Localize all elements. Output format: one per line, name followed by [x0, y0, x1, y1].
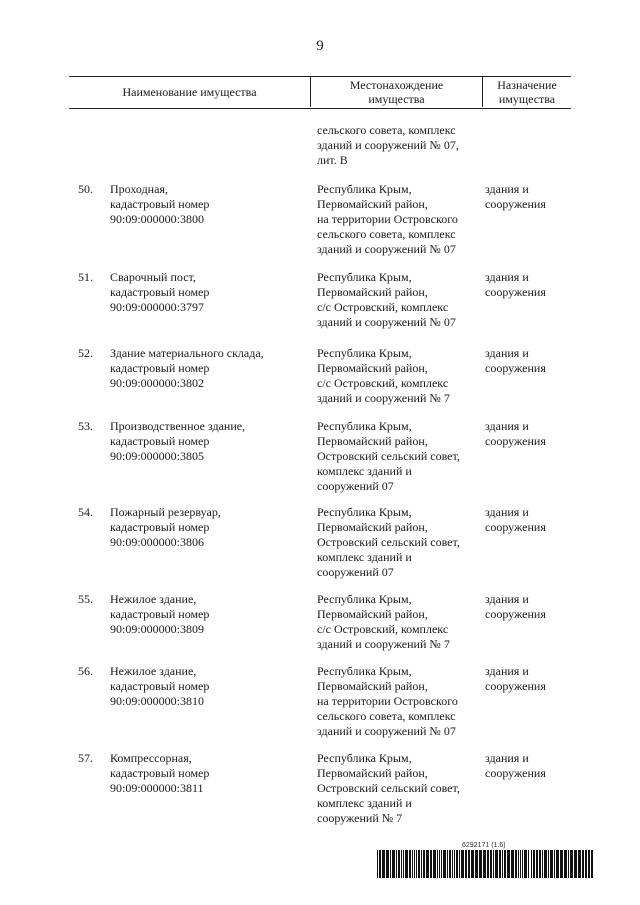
barcode-bar: [465, 850, 467, 878]
property-purpose-line: здания и: [485, 270, 529, 284]
row-number: 50.: [78, 182, 93, 196]
barcode-bar: [418, 850, 420, 878]
barcode-bar: [578, 850, 581, 878]
property-name-line: кадастровый номер: [110, 607, 210, 621]
property-name-line: кадастровый номер: [110, 197, 210, 211]
barcode-bar: [414, 850, 415, 878]
property-name-line: Сварочный пост,: [110, 270, 196, 284]
property-name-line: 90:09:000000:3805: [110, 449, 205, 463]
property-location-line: с/с Островский, комплекс: [317, 376, 449, 390]
property-location-line: сельского совета, комплекс: [317, 709, 456, 723]
row-number: 56.: [78, 664, 93, 678]
barcode-bar: [520, 850, 521, 878]
barcode-bar: [582, 850, 584, 878]
property-name-line: Нежилое здание,: [110, 592, 197, 606]
property-location-line: Островский сельский совет,: [317, 449, 460, 463]
barcode-bar: [433, 850, 436, 878]
property-location-line: зданий и сооружений № 07: [317, 315, 456, 329]
property-purpose: [485, 419, 575, 449]
barcode-bar: [416, 850, 417, 878]
property-purpose-line: сооружения: [485, 679, 546, 693]
barcode-bar: [483, 850, 486, 878]
row-number: 51.: [78, 270, 93, 284]
property-location: [317, 505, 487, 580]
barcode-bar: [392, 850, 395, 878]
barcode-bar: [568, 850, 569, 878]
barcode-bar: [454, 850, 455, 878]
property-location-line: Первомайский район,: [317, 285, 428, 299]
barcode-bar: [456, 850, 458, 878]
property-purpose: [485, 751, 575, 781]
barcode-bar: [437, 850, 438, 878]
barcode-bar: [515, 850, 517, 878]
barcode-bar: [430, 850, 432, 878]
property-location-line: Республика Крым,: [317, 182, 412, 196]
property-location-line: Республика Крым,: [317, 270, 412, 284]
barcode-bar: [405, 850, 408, 878]
property-location-line: сооружений 07: [317, 479, 394, 493]
property-location-line: Республика Крым,: [317, 592, 412, 606]
barcode-bar: [539, 850, 541, 878]
property-location-line: Первомайский район,: [317, 361, 428, 375]
property-name-line: кадастровый номер: [110, 679, 210, 693]
property-name-line: Здание материального склада,: [110, 346, 264, 360]
property-name-line: 90:09:000000:3800: [110, 212, 205, 226]
property-name: [110, 182, 310, 227]
property-location-line: Первомайский район,: [317, 197, 428, 211]
property-purpose: [485, 182, 575, 212]
property-location-line: Островский сельский совет,: [317, 781, 460, 795]
property-name-line: кадастровый номер: [110, 520, 210, 534]
property-name-line: Производственное здание,: [110, 419, 246, 433]
property-location: [317, 592, 487, 652]
barcode-bar: [574, 850, 577, 878]
barcode-bar: [479, 850, 482, 878]
barcode-bar: [502, 850, 503, 878]
property-name: [110, 419, 310, 464]
barcode-bar: [398, 850, 400, 878]
barcode-bar: [447, 850, 448, 878]
barcode-bar: [403, 850, 404, 878]
property-name-line: Пожарный резервуар,: [110, 505, 221, 519]
barcode-bar: [518, 850, 519, 878]
barcode-bar: [412, 850, 413, 878]
property-purpose-line: сооружения: [485, 766, 546, 780]
barcode-bar: [386, 850, 389, 878]
property-name-line: 90:09:000000:3811: [110, 781, 204, 795]
barcode-bar: [570, 850, 573, 878]
property-purpose: [485, 664, 575, 694]
barcode-bar: [452, 850, 453, 878]
continued-location-line: лит. В: [317, 153, 348, 167]
barcode-bar: [556, 850, 559, 878]
header-purpose: [482, 77, 571, 107]
property-purpose-line: здания и: [485, 664, 529, 678]
header-purpose-line: имущества: [498, 92, 556, 106]
property-location-line: Республика Крым,: [317, 751, 412, 765]
barcode-bar: [560, 850, 563, 878]
barcode-bar: [528, 850, 529, 878]
property-name-line: Компрессорная,: [110, 751, 192, 765]
barcode-bar: [493, 850, 494, 878]
property-name: [110, 270, 310, 315]
property-name-line: 90:09:000000:3810: [110, 694, 205, 708]
property-purpose: [485, 270, 575, 300]
barcode-bar: [379, 850, 381, 878]
header-location-line: имущества: [368, 92, 425, 106]
barcode-bar: [459, 850, 460, 878]
header-location: [310, 77, 482, 107]
property-name-line: 90:09:000000:3802: [110, 376, 205, 390]
barcode-bar: [588, 850, 590, 878]
page-number: 9: [316, 38, 324, 54]
barcode-text: 6292171 (1.6): [462, 842, 506, 849]
property-location-line: комплекс зданий и: [317, 796, 412, 810]
property-location-line: с/с Островский, комплекс: [317, 300, 449, 314]
property-location: [317, 664, 487, 739]
property-purpose-line: сооружения: [485, 520, 546, 534]
header-purpose-line: Назначение: [497, 78, 557, 92]
property-purpose-line: здания и: [485, 592, 529, 606]
property-location-line: Первомайский район,: [317, 434, 428, 448]
property-location-line: на территории Островского: [317, 694, 458, 708]
property-location-line: Республика Крым,: [317, 346, 412, 360]
barcode-bar: [544, 850, 547, 878]
property-name-line: Проходная,: [110, 182, 168, 196]
property-purpose-line: сооружения: [485, 285, 546, 299]
property-name-line: Нежилое здание,: [110, 664, 197, 678]
property-location-line: зданий и сооружений № 07: [317, 724, 456, 738]
barcode-bar: [550, 850, 553, 878]
property-location-line: с/с Островский, комплекс: [317, 622, 449, 636]
property-location: [317, 270, 487, 330]
property-name: [110, 505, 310, 550]
property-location: [317, 751, 487, 826]
row-number: 55.: [78, 592, 93, 606]
property-location-line: Первомайский район,: [317, 679, 428, 693]
property-location: [317, 419, 487, 494]
barcode-bar: [471, 850, 474, 878]
property-name-line: 90:09:000000:3809: [110, 622, 205, 636]
barcode-bar: [423, 850, 425, 878]
barcode-bar: [468, 850, 470, 878]
property-purpose-line: здания и: [485, 419, 529, 433]
barcode-bar: [548, 850, 549, 878]
continued-location: [317, 123, 487, 168]
property-location-line: комплекс зданий и: [317, 464, 412, 478]
property-name-line: кадастровый номер: [110, 434, 210, 448]
barcode-bar: [439, 850, 440, 878]
property-name: [110, 664, 310, 709]
barcode-bar: [449, 850, 451, 878]
barcode-bar: [390, 850, 391, 878]
barcode-bar: [542, 850, 543, 878]
barcode-bar: [499, 850, 501, 878]
property-location-line: зданий и сооружений № 07: [317, 242, 456, 256]
property-purpose-line: сооружения: [485, 197, 546, 211]
property-name-line: 90:09:000000:3797: [110, 300, 205, 314]
property-location: [317, 182, 487, 257]
property-location: [317, 346, 487, 406]
continued-location-line: зданий и сооружений № 07,: [317, 138, 459, 152]
barcode-bar: [507, 850, 510, 878]
continued-location-line: сельского совета, комплекс: [317, 123, 456, 137]
property-location-line: Республика Крым,: [317, 664, 412, 678]
table-header: [69, 76, 571, 109]
property-location-line: Первомайский район,: [317, 607, 428, 621]
barcode-bar: [511, 850, 514, 878]
property-purpose-line: здания и: [485, 182, 529, 196]
barcode-bar: [409, 850, 411, 878]
barcode-bar: [421, 850, 422, 878]
property-location-line: комплекс зданий и: [317, 550, 412, 564]
header-name: Наименование имущества: [122, 85, 257, 99]
barcode-bar: [585, 850, 587, 878]
barcode-bar: [495, 850, 498, 878]
row-number: 52.: [78, 346, 93, 360]
barcode-bar: [487, 850, 489, 878]
barcode-bar: [426, 850, 429, 878]
barcode-bar: [443, 850, 446, 878]
property-purpose-line: здания и: [485, 751, 529, 765]
barcode-bar: [591, 850, 593, 878]
row-number: 57.: [78, 751, 93, 765]
property-purpose: [485, 505, 575, 535]
barcode-bar: [382, 850, 385, 878]
barcode-bar: [461, 850, 464, 878]
barcode-bar: [531, 850, 532, 878]
property-name-line: кадастровый номер: [110, 285, 210, 299]
property-name: [110, 751, 310, 796]
barcode-bar: [522, 850, 523, 878]
property-location-line: сельского совета, комплекс: [317, 227, 456, 241]
barcode-bar: [524, 850, 527, 878]
property-purpose: [485, 592, 575, 622]
property-name-line: 90:09:000000:3806: [110, 535, 205, 549]
property-location-line: Первомайский район,: [317, 520, 428, 534]
barcode-bar: [377, 850, 378, 878]
property-name: [110, 346, 310, 391]
barcode-bar: [533, 850, 535, 878]
property-location-line: Республика Крым,: [317, 419, 412, 433]
barcode-bar: [441, 850, 442, 878]
property-location-line: Первомайский район,: [317, 766, 428, 780]
property-location-line: зданий и сооружений № 7: [317, 391, 450, 405]
property-name: [110, 592, 310, 637]
property-purpose-line: здания и: [485, 346, 529, 360]
row-number: 53.: [78, 419, 93, 433]
header-location-line: Местонахождение: [349, 78, 444, 92]
property-purpose-line: сооружения: [485, 434, 546, 448]
property-purpose-line: здания и: [485, 505, 529, 519]
property-purpose: [485, 346, 575, 376]
property-location-line: сооружений № 7: [317, 811, 403, 825]
property-location-line: Островский сельский совет,: [317, 535, 460, 549]
barcode-bar: [475, 850, 478, 878]
barcode-bar: [401, 850, 402, 878]
barcode-bar: [564, 850, 567, 878]
barcode: [377, 850, 595, 878]
property-name-line: кадастровый номер: [110, 361, 210, 375]
barcode-bar: [490, 850, 492, 878]
property-location-line: Республика Крым,: [317, 505, 412, 519]
property-purpose-line: сооружения: [485, 607, 546, 621]
barcode-bar: [554, 850, 555, 878]
property-location-line: на территории Островского: [317, 212, 458, 226]
property-purpose-line: сооружения: [485, 361, 546, 375]
barcode-bar: [536, 850, 538, 878]
barcode-bar: [504, 850, 506, 878]
barcode-bar: [396, 850, 397, 878]
property-location-line: сооружений 07: [317, 565, 394, 579]
property-location-line: зданий и сооружений № 7: [317, 637, 450, 651]
property-name-line: кадастровый номер: [110, 766, 210, 780]
row-number: 54.: [78, 505, 93, 519]
